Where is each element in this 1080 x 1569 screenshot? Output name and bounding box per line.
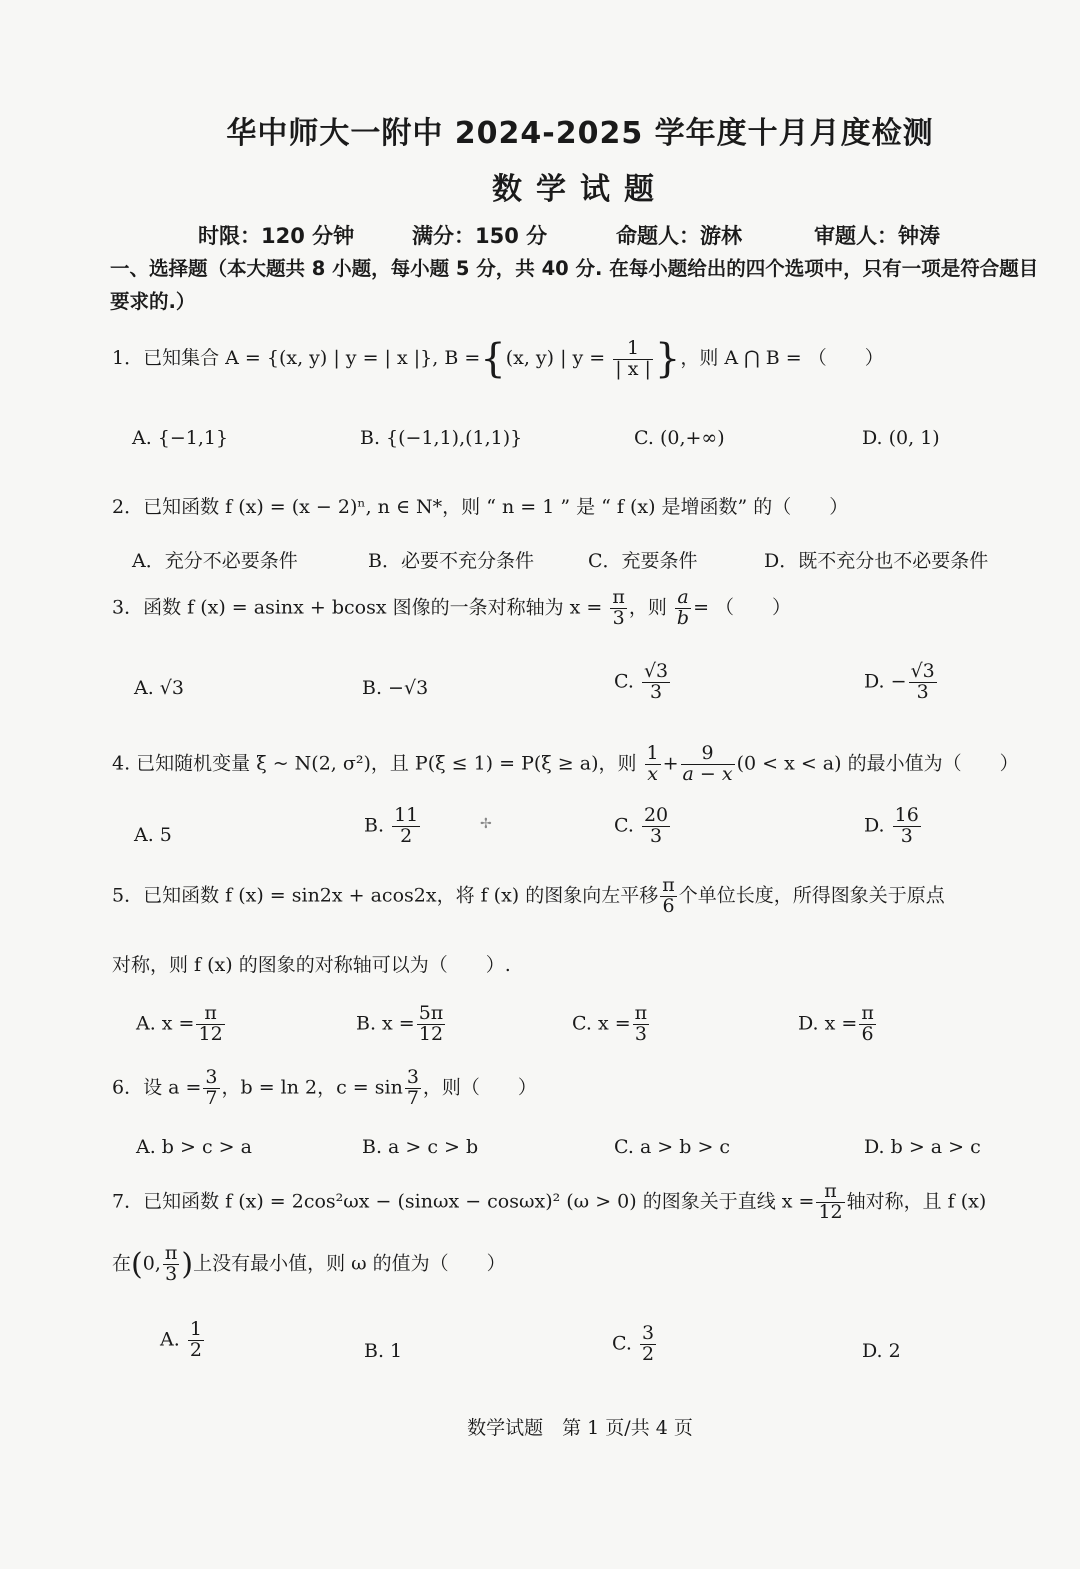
question-5 xyxy=(112,876,945,917)
time-limit: 时限：120 分钟 xyxy=(198,224,355,248)
q7-pre: 7．已知函数 f (x) = 2cos²ωx − (sinωx − cosωx)² (ω > 0) 的图象关于直线 x = xyxy=(112,1190,815,1213)
question-2: 2．已知函数 f (x) = (x − 2)ⁿ, n ∈ N*，则 “ n = 1 ” 是 “ f (x) 是增函数” 的（ ） xyxy=(112,496,849,518)
q4-fraction-1: $\frac{1}{x}$ xyxy=(646,742,659,785)
q4-option-d: D. $\frac{16}{3}$ xyxy=(864,804,919,847)
question-1: 1．已知集合 A = {(x, y) | y = | x |}, B ={(x, y) | y = $\frac{1}{| x |}$ }，则 A ⋂ B = （ ） xyxy=(112,336,884,382)
question-reviewer: 审题人：钟涛 xyxy=(814,224,940,248)
q1-option-d: D. (0, 1) xyxy=(862,427,940,449)
section-heading: 一、选择题（本大题共 8 小题，每小题 5 分，共 40 分. 在每小题给出的四个选项中，只有一项是符合题目要求的.） xyxy=(110,257,1039,313)
q4-option-a: A. 5 xyxy=(134,824,172,846)
q7-option-a: A. $\frac{1}{2}$ xyxy=(160,1318,202,1361)
q3-fraction-ab: $\frac{a}{b}$ xyxy=(676,586,690,629)
q2-option-a: A．充分不必要条件 xyxy=(132,550,298,572)
q6-option-a: A. b > c > a xyxy=(136,1136,252,1158)
q7-option-b: B. 1 xyxy=(364,1340,403,1362)
q5-option-d: D. x = $\frac{\pi}{6}$ xyxy=(798,1002,874,1045)
q4-pre: 4. 已知随机变量 ξ ~ N(2, σ²)，且 P(ξ ≤ 1) = P(ξ ≥ a)，则 xyxy=(112,752,637,775)
q3-pre: 3．函数 f (x) = asinx + bcosx 图像的一条对称轴为 x = xyxy=(112,596,603,619)
q6-option-b: B. a > c > b xyxy=(362,1136,479,1158)
q6-mid: ，b = ln 2，c = sin xyxy=(221,1076,403,1099)
q2-option-b: B．必要不充分条件 xyxy=(368,550,534,572)
q7-tail: 轴对称，且 f (x) xyxy=(846,1190,987,1213)
stray-mark: ✢ xyxy=(480,816,492,832)
q7-option-d: D. 2 xyxy=(862,1340,901,1362)
q4-fraction-2: $\frac{9}{a - x}$ xyxy=(682,742,733,785)
q1-set-b-inner: (x, y) | y = xyxy=(505,347,606,369)
q4-option-b: B. $\frac{11}{2}$ xyxy=(364,804,419,847)
q6-tail: ，则（ ） xyxy=(422,1076,537,1099)
q3-option-b: B. −√3 xyxy=(362,677,429,699)
q5-option-a: A. x = $\frac{\pi}{12}$ xyxy=(136,1002,223,1045)
question-4 xyxy=(112,744,1019,785)
question-7 xyxy=(112,1182,986,1223)
full-score: 满分：150 分 xyxy=(412,224,548,248)
q4-option-c: C. $\frac{20}{3}$ xyxy=(614,804,669,847)
q1-option-b: B. {(−1,1),(1,1)} xyxy=(360,427,523,449)
question-5-line-2: 对称，则 f (x) 的图象的对称轴可以为（ ）. xyxy=(112,954,511,976)
q3-mid: ，则 xyxy=(628,596,667,619)
q3-option-a: A. √3 xyxy=(134,677,184,699)
q1-tail: ，则 A ⋂ B = （ ） xyxy=(680,347,884,369)
q1-fraction: $\frac{1}{| x |}$ xyxy=(615,336,651,380)
q1-option-c: C. (0,+∞) xyxy=(634,427,725,449)
page-footer: 数学试题 第 1 页/共 4 页 xyxy=(467,1417,693,1439)
q7-option-c: C. $\frac{3}{2}$ xyxy=(612,1322,655,1365)
q6-option-d: D. b > a > c xyxy=(864,1136,981,1158)
question-setter: 命题人：游林 xyxy=(616,224,742,248)
q3-option-c: C. $\frac{√3}{3}$ xyxy=(614,660,669,703)
q4-plus: + xyxy=(662,752,679,775)
q1-prefix: 已知集合 xyxy=(143,347,220,369)
q1-number: 1． xyxy=(112,347,144,369)
q7-fraction: $\frac{\pi}{12}$ xyxy=(818,1180,843,1223)
question-6 xyxy=(112,1068,537,1109)
q3-fraction-axis: $\frac{\pi}{3}$ xyxy=(612,586,625,629)
question-7-line-2: 在(0, $\frac{\pi}{3}$ )上没有最小值，则 ω 的值为（ ） xyxy=(112,1242,506,1285)
exam-title: 华中师大一附中 2024-2025 学年度十月月度检测 xyxy=(226,116,934,151)
q5-option-c: C. x = $\frac{\pi}{3}$ xyxy=(572,1002,648,1045)
q5-pre: 5．已知函数 f (x) = sin2x + acos2x，将 f (x) 的图象向左平移 xyxy=(112,884,659,907)
q1-set-a: A = {(x, y) | y = | x |}, xyxy=(225,347,439,369)
q6-option-c: C. a > b > c xyxy=(614,1136,731,1158)
q5-tail: 个单位长度，所得图象关于原点 xyxy=(678,884,945,907)
q5-fraction: $\frac{\pi}{6}$ xyxy=(662,874,675,917)
q6-fraction-a: $\frac{3}{7}$ xyxy=(205,1066,218,1109)
q5-option-b: B. x = $\frac{5\pi}{12}$ xyxy=(356,1002,444,1045)
question-3 xyxy=(112,588,791,629)
q3-tail: = （ ） xyxy=(693,596,792,619)
q6-pre: 6．设 a = xyxy=(112,1076,202,1099)
q1-set-b-start: B = xyxy=(444,347,481,369)
q3-option-d: D. − $\frac{√3}{3}$ xyxy=(864,660,935,703)
q4-tail: (0 < x < a) 的最小值为（ ） xyxy=(736,752,1019,775)
exam-subtitle: 数学试题 xyxy=(492,172,668,207)
q1-option-a: A. {−1,1} xyxy=(132,427,229,449)
q2-option-d: D．既不充分也不必要条件 xyxy=(764,550,989,572)
q2-option-c: C．充要条件 xyxy=(588,550,698,572)
q6-fraction-c: $\frac{3}{7}$ xyxy=(406,1066,419,1109)
